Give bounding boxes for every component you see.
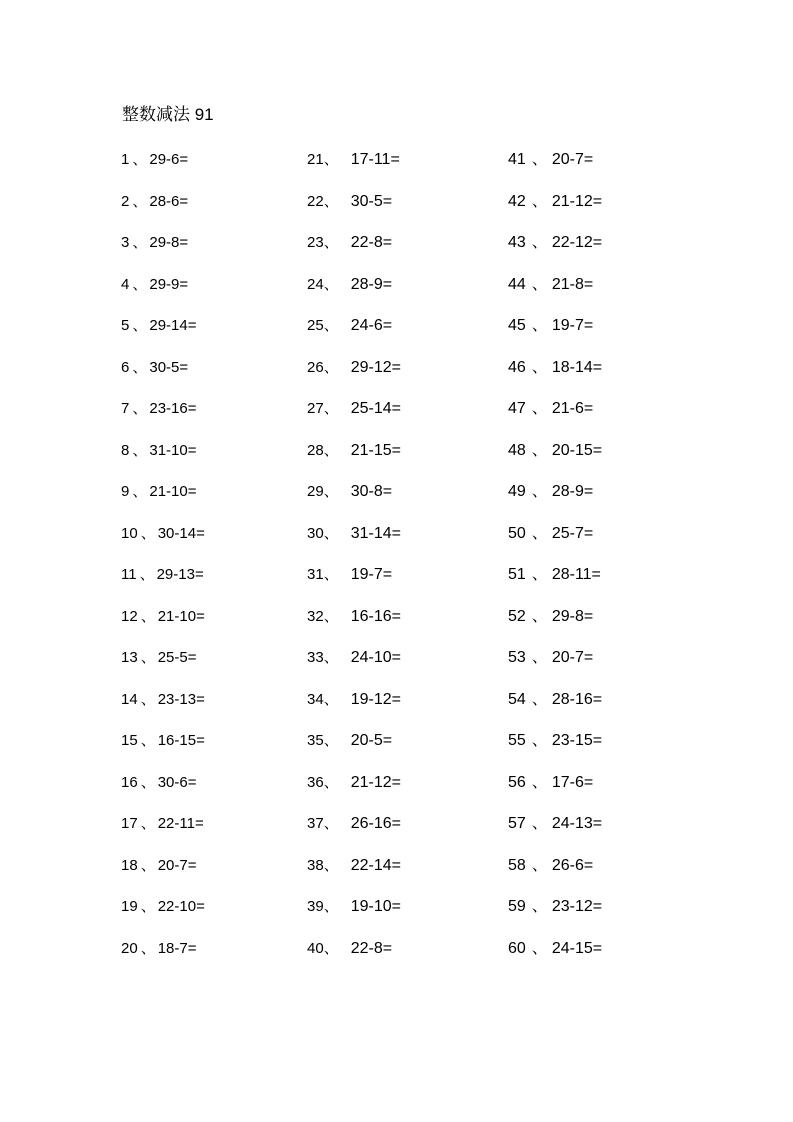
problem-separator: 、 (140, 856, 156, 874)
problem-number: 47 (508, 400, 526, 417)
problem-separator: 、 (531, 483, 548, 500)
problem-separator: 、 (323, 815, 339, 832)
problem-expression: 22-10= (157, 898, 205, 915)
problem-number: 36 (307, 773, 324, 791)
problem-number: 31 (307, 566, 324, 583)
problem-item (508, 814, 708, 856)
problem-expression: 29-8= (551, 607, 594, 625)
problem-separator: 、 (531, 815, 548, 832)
problem-number: 49 (508, 483, 526, 500)
problem-separator: 、 (140, 524, 156, 542)
problem-number: 60 (508, 939, 526, 957)
problem-separator: 、 (531, 400, 548, 417)
problem-item (121, 399, 321, 441)
problem-number: 11 (121, 566, 137, 583)
problem-item (121, 897, 321, 939)
problem-number: 50 (508, 524, 526, 542)
problem-number: 26 (307, 358, 324, 376)
problem-number: 39 (307, 898, 324, 915)
problem-expression: 21-8= (551, 275, 594, 293)
problem-number: 2 (121, 192, 130, 210)
problem-separator: 、 (323, 566, 339, 583)
problem-expression: 20-15= (551, 441, 603, 459)
problem-number: 59 (508, 898, 526, 915)
problem-number: 41 (508, 151, 526, 168)
problem-separator: 、 (531, 151, 548, 168)
problem-expression: 20-7= (157, 856, 197, 874)
problem-item (508, 897, 708, 939)
problem-item (121, 316, 321, 358)
problem-separator: 、 (323, 151, 339, 168)
problem-separator: 、 (132, 275, 148, 293)
problem-separator: 、 (323, 275, 339, 293)
problem-expression: 23-13= (157, 690, 205, 708)
problem-number: 5 (121, 317, 130, 334)
problem-number: 20 (121, 939, 138, 957)
problem-item (121, 275, 321, 317)
problem-expression: 16-15= (157, 732, 205, 749)
problem-number: 53 (508, 649, 526, 666)
problem-number: 28 (307, 441, 324, 459)
problem-separator: 、 (531, 441, 548, 459)
problem-number: 33 (307, 649, 324, 666)
problem-separator: 、 (323, 234, 339, 251)
problem-item (121, 233, 321, 275)
problem-separator: 、 (323, 317, 339, 334)
problem-separator: 、 (132, 441, 148, 459)
problem-item (508, 482, 708, 524)
problem-number: 12 (121, 607, 138, 625)
problem-number: 7 (121, 400, 130, 417)
problem-expression: 25-5= (157, 649, 197, 666)
problem-item (307, 939, 507, 981)
problem-column-3 (508, 150, 708, 980)
problem-separator: 、 (323, 400, 339, 417)
problem-separator: 、 (323, 690, 339, 708)
problem-item (121, 150, 321, 192)
problem-expression: 28-9= (551, 483, 594, 500)
problem-separator: 、 (132, 483, 148, 500)
problem-item (508, 399, 708, 441)
problem-number: 14 (121, 690, 138, 708)
problem-number: 30 (307, 524, 324, 542)
problem-expression: 24-10= (350, 649, 401, 666)
problem-number: 32 (307, 607, 324, 625)
problem-expression: 23-16= (149, 400, 197, 417)
problem-separator: 、 (531, 275, 548, 293)
problem-item (508, 565, 708, 607)
problem-item (307, 275, 507, 317)
problem-column-1 (121, 150, 321, 980)
problem-separator: 、 (139, 566, 155, 583)
problem-number: 27 (307, 400, 324, 417)
problem-item (121, 856, 321, 898)
problem-number: 4 (121, 275, 130, 293)
problem-number: 56 (508, 773, 526, 791)
problem-separator: 、 (531, 690, 548, 708)
problem-expression: 31-14= (350, 524, 401, 542)
problem-expression: 23-12= (551, 898, 603, 915)
problem-separator: 、 (323, 483, 339, 500)
problem-number: 34 (307, 690, 324, 708)
problem-expression: 18-7= (157, 939, 197, 957)
problem-number: 45 (508, 317, 526, 334)
problem-number: 37 (307, 815, 324, 832)
problem-item (121, 192, 321, 234)
problem-number: 23 (307, 234, 324, 251)
problem-item (508, 524, 708, 566)
problem-number: 44 (508, 275, 526, 293)
problem-expression: 28-9= (350, 275, 393, 293)
problem-number: 8 (121, 441, 130, 459)
problem-expression: 30-14= (157, 524, 205, 542)
problem-number: 3 (121, 234, 130, 251)
problem-separator: 、 (132, 317, 148, 334)
problem-separator: 、 (132, 234, 148, 251)
problem-number: 10 (121, 524, 138, 542)
problem-item (307, 897, 507, 939)
problem-item (307, 607, 507, 649)
problem-item (307, 233, 507, 275)
problem-number: 6 (121, 358, 130, 376)
problem-separator: 、 (531, 856, 548, 874)
problem-expression: 18-14= (551, 358, 603, 376)
problem-expression: 20-7= (551, 649, 594, 666)
problem-separator: 、 (323, 649, 339, 666)
problem-item (121, 939, 321, 981)
problem-item (508, 731, 708, 773)
problem-number: 18 (121, 856, 138, 874)
problem-number: 58 (508, 856, 526, 874)
problem-expression: 28-6= (149, 192, 189, 210)
problem-expression: 19-10= (350, 898, 401, 915)
problem-expression: 24-6= (350, 317, 393, 334)
problem-expression: 19-7= (551, 317, 594, 334)
problem-number: 22 (307, 192, 324, 210)
problem-expression: 19-7= (350, 566, 393, 583)
problem-item (508, 856, 708, 898)
problem-expression: 19-12= (350, 690, 401, 708)
problem-number: 42 (508, 192, 526, 210)
problem-number: 17 (121, 815, 138, 832)
problem-item (307, 565, 507, 607)
problem-separator: 、 (323, 441, 339, 459)
problem-separator: 、 (323, 856, 339, 874)
problem-number: 29 (307, 483, 324, 500)
problem-separator: 、 (531, 773, 548, 791)
problem-expression: 22-8= (350, 234, 393, 251)
problem-item (508, 773, 708, 815)
problem-item (307, 358, 507, 400)
problem-number: 43 (508, 234, 526, 251)
problem-item (508, 939, 708, 981)
problem-expression: 22-12= (551, 234, 603, 251)
problem-item (121, 648, 321, 690)
problem-item (508, 607, 708, 649)
problem-number: 24 (307, 275, 324, 293)
problem-expression: 30-6= (157, 773, 197, 791)
problem-item (307, 731, 507, 773)
problem-separator: 、 (323, 939, 339, 957)
problem-separator: 、 (323, 524, 339, 542)
problem-expression: 17-11= (350, 151, 400, 168)
problem-separator: 、 (140, 649, 156, 666)
problem-separator: 、 (140, 607, 156, 625)
problem-expression: 21-10= (157, 607, 205, 625)
problem-number: 48 (508, 441, 526, 459)
problem-separator: 、 (531, 732, 548, 749)
problem-separator: 、 (140, 939, 156, 957)
problem-expression: 25-7= (551, 524, 594, 542)
problem-item (508, 192, 708, 234)
problem-item (121, 565, 321, 607)
problem-item (121, 441, 321, 483)
problem-separator: 、 (323, 358, 339, 376)
problem-expression: 26-6= (551, 856, 594, 874)
problem-item (508, 150, 708, 192)
problem-expression: 21-12= (350, 773, 401, 791)
problem-separator: 、 (531, 234, 548, 251)
problem-expression: 30-8= (350, 483, 393, 500)
problem-separator: 、 (132, 151, 148, 168)
problem-number: 1 (121, 151, 130, 168)
problem-expression: 23-15= (551, 732, 603, 749)
problem-item (121, 773, 321, 815)
problem-expression: 29-12= (350, 358, 401, 376)
problem-expression: 21-10= (149, 483, 197, 500)
problem-separator: 、 (531, 649, 548, 666)
problem-item (121, 607, 321, 649)
problem-separator: 、 (132, 192, 148, 210)
problem-separator: 、 (531, 317, 548, 334)
problem-column-2 (307, 150, 507, 980)
problem-number: 40 (307, 939, 324, 957)
problem-separator: 、 (531, 192, 548, 210)
problem-expression: 22-11= (157, 815, 204, 832)
problem-item (121, 690, 321, 732)
problem-separator: 、 (140, 898, 156, 915)
problem-separator: 、 (323, 773, 339, 791)
problem-number: 35 (307, 732, 324, 749)
problem-separator: 、 (140, 773, 156, 791)
problem-separator: 、 (140, 732, 156, 749)
problem-separator: 、 (140, 690, 156, 708)
problem-item (508, 233, 708, 275)
problem-separator: 、 (323, 898, 339, 915)
problem-item (307, 814, 507, 856)
page-title: 整数减法 91 (122, 105, 214, 124)
problem-separator: 、 (531, 358, 548, 376)
problem-item (307, 856, 507, 898)
problem-expression: 24-13= (551, 815, 603, 832)
problem-expression: 29-8= (149, 234, 189, 251)
problem-item (307, 773, 507, 815)
problem-expression: 21-15= (350, 441, 401, 459)
problem-expression: 29-13= (156, 566, 204, 583)
problem-expression: 29-9= (149, 275, 189, 293)
problem-separator: 、 (531, 898, 548, 915)
problem-expression: 22-14= (350, 856, 401, 874)
problem-expression: 28-11= (551, 566, 601, 583)
problem-expression: 29-14= (149, 317, 197, 334)
problem-expression: 29-6= (149, 151, 189, 168)
problem-separator: 、 (323, 607, 339, 625)
problem-number: 13 (121, 649, 138, 666)
problem-separator: 、 (323, 732, 339, 749)
problem-number: 46 (508, 358, 526, 376)
problem-expression: 16-16= (350, 607, 401, 625)
problem-number: 57 (508, 815, 526, 832)
problem-item (508, 441, 708, 483)
problem-expression: 30-5= (350, 192, 393, 210)
problem-item (508, 275, 708, 317)
problem-expression: 24-15= (551, 939, 603, 957)
problem-number: 52 (508, 607, 526, 625)
problem-separator: 、 (140, 815, 156, 832)
problem-item (121, 524, 321, 566)
problem-separator: 、 (323, 192, 339, 210)
problem-number: 54 (508, 690, 526, 708)
problem-number: 19 (121, 898, 138, 915)
problem-item (307, 150, 507, 192)
problem-expression: 22-8= (350, 939, 393, 957)
problem-item (307, 316, 507, 358)
problem-expression: 17-6= (551, 773, 594, 791)
problem-number: 9 (121, 483, 130, 500)
problem-item (121, 731, 321, 773)
problem-item (121, 482, 321, 524)
problem-expression: 26-16= (350, 815, 401, 832)
problem-number: 38 (307, 856, 324, 874)
problem-separator: 、 (531, 524, 548, 542)
problem-number: 55 (508, 732, 526, 749)
problem-number: 51 (508, 566, 526, 583)
problem-number: 15 (121, 732, 138, 749)
problem-item (307, 192, 507, 234)
problem-expression: 20-7= (551, 151, 594, 168)
problem-expression: 28-16= (551, 690, 603, 708)
problem-item (307, 524, 507, 566)
problem-number: 21 (307, 151, 324, 168)
problem-number: 25 (307, 317, 324, 334)
problem-expression: 21-12= (551, 192, 603, 210)
problem-expression: 25-14= (350, 400, 401, 417)
problem-item (307, 690, 507, 732)
problem-item (508, 690, 708, 732)
problem-item (307, 399, 507, 441)
problem-item (307, 482, 507, 524)
problem-separator: 、 (531, 939, 548, 957)
problem-item (508, 358, 708, 400)
problem-item (121, 814, 321, 856)
problem-item (307, 648, 507, 690)
problem-expression: 20-5= (350, 732, 393, 749)
problem-expression: 21-6= (551, 400, 594, 417)
problem-item (508, 316, 708, 358)
problem-number: 16 (121, 773, 138, 791)
problem-item (307, 441, 507, 483)
problem-item (508, 648, 708, 690)
problem-separator: 、 (531, 566, 548, 583)
problem-expression: 30-5= (149, 358, 189, 376)
problem-separator: 、 (132, 400, 148, 417)
problem-item (121, 358, 321, 400)
problem-expression: 31-10= (149, 441, 197, 459)
problem-separator: 、 (531, 607, 548, 625)
problem-separator: 、 (132, 358, 148, 376)
